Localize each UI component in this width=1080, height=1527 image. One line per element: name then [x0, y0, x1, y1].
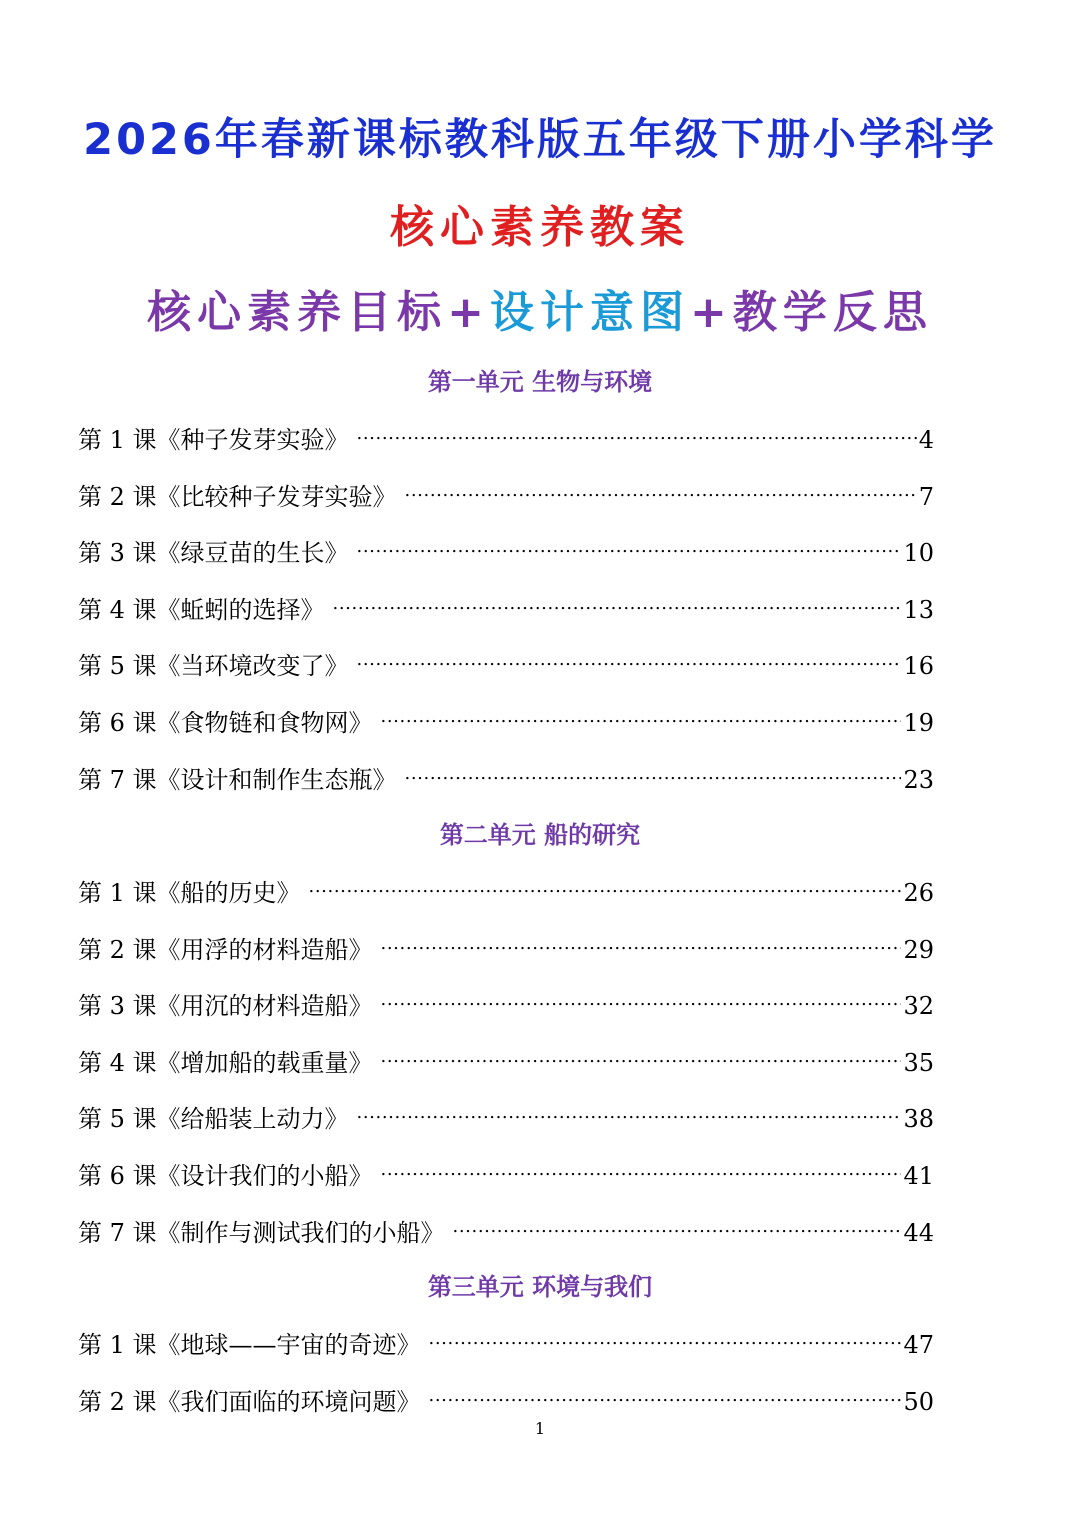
tagline-segment: 设计意图	[490, 287, 690, 338]
toc-leader-dots	[381, 984, 902, 1014]
toc-entry-page: 19	[903, 709, 934, 737]
toc-leader-dots	[357, 644, 902, 674]
tagline-segment: 核心素养目标	[147, 287, 448, 338]
toc-entry[interactable]	[78, 1323, 934, 1357]
toc-entry-title: 第 6 课《设计我们的小船》	[78, 1162, 373, 1190]
toc-entry-title: 第 3 课《绿豆苗的生长》	[78, 539, 349, 568]
tagline-segment: +	[447, 287, 490, 338]
toc-entry-title: 第 7 课《设计和制作生态瓶》	[78, 765, 397, 794]
toc-entry[interactable]	[78, 531, 934, 568]
toc-leader-dots	[429, 1380, 902, 1410]
toc-entry[interactable]	[78, 1211, 934, 1245]
toc-entry-title: 第 4 课《蚯蚓的选择》	[78, 595, 325, 624]
toc-leader-dots	[333, 588, 902, 618]
toc-entry-title: 第 6 课《食物链和食物网》	[78, 709, 373, 737]
toc-entry[interactable]	[78, 871, 934, 905]
toc-entry-page: 32	[903, 992, 934, 1021]
page-number: 1	[534, 1419, 546, 1438]
toc-entry[interactable]	[78, 1097, 934, 1134]
toc-leader-dots	[381, 1041, 902, 1071]
toc-leader-dots	[381, 701, 902, 731]
toc-entry-page: 26	[903, 879, 934, 907]
toc-entry-page: 44	[903, 1218, 934, 1247]
toc-entry-title: 第 1 课《种子发芽实验》	[78, 426, 349, 454]
toc-entry[interactable]	[78, 928, 934, 962]
toc-entry-page: 35	[903, 1048, 934, 1077]
unit-heading: 第二单元 船的研究	[439, 820, 641, 849]
toc-leader-dots	[405, 475, 917, 505]
toc-entry-page: 16	[903, 652, 934, 681]
toc-leader-dots	[381, 928, 902, 958]
toc-leader-dots	[453, 1211, 902, 1241]
toc-entry-page: 29	[903, 935, 934, 964]
toc-entry[interactable]	[78, 1154, 934, 1188]
document-tagline	[0, 276, 1080, 340]
unit-heading: 第一单元 生物与环境	[427, 367, 653, 396]
toc-entry[interactable]	[78, 1380, 934, 1414]
toc-entry-page: 50	[903, 1387, 934, 1416]
toc-entry-title: 第 5 课《给船装上动力》	[78, 1105, 349, 1134]
toc-entry-page: 4	[918, 426, 934, 454]
toc-entry-title: 第 2 课《我们面临的环境问题》	[78, 1387, 421, 1416]
toc-entry-title: 第 4 课《增加船的载重量》	[78, 1048, 373, 1077]
toc-entry-title: 第 3 课《用沉的材料造船》	[78, 992, 373, 1021]
toc-entry-page: 10	[903, 539, 934, 568]
toc-entry-page: 38	[903, 1105, 934, 1134]
toc-entry-page: 23	[903, 765, 934, 794]
toc-entry-page: 47	[903, 1331, 934, 1359]
toc-entry-title: 第 1 课《地球——宇宙的奇迹》	[78, 1331, 421, 1359]
toc-entry-title: 第 2 课《比较种子发芽实验》	[78, 482, 397, 511]
toc-entry[interactable]	[78, 1041, 934, 1075]
toc-entry[interactable]	[78, 475, 934, 509]
toc-leader-dots	[357, 418, 917, 448]
toc-leader-dots	[405, 758, 902, 788]
toc-entry[interactable]	[78, 588, 934, 622]
toc-entry-title: 第 5 课《当环境改变了》	[78, 652, 349, 681]
unit-heading: 第三单元 环境与我们	[427, 1272, 653, 1301]
toc-entry[interactable]	[78, 758, 934, 792]
toc-leader-dots	[429, 1323, 902, 1353]
toc-entry[interactable]	[78, 644, 934, 681]
tagline-segment: 教学反思	[732, 287, 933, 338]
toc-leader-dots	[357, 531, 902, 561]
toc-leader-dots	[309, 871, 902, 901]
toc-leader-dots	[357, 1097, 902, 1127]
toc-entry-title: 第 7 课《制作与测试我们的小船》	[78, 1218, 445, 1247]
toc-entry-page: 13	[903, 595, 934, 624]
toc-entry[interactable]	[78, 984, 934, 1021]
toc-entry-title: 第 2 课《用浮的材料造船》	[78, 935, 373, 964]
tagline-segment: +	[690, 287, 733, 338]
toc-leader-dots	[381, 1154, 902, 1184]
toc-entry[interactable]	[78, 701, 934, 735]
toc-entry-title: 第 1 课《船的历史》	[78, 879, 301, 907]
toc-entry[interactable]	[78, 418, 934, 452]
toc-entry-page: 7	[918, 482, 934, 511]
toc-entry-page: 41	[903, 1162, 934, 1190]
document-subtitle: 核心素养教案	[390, 202, 690, 253]
document-title: 2026年春新课标教科版五年级下册小学科学	[83, 115, 997, 165]
